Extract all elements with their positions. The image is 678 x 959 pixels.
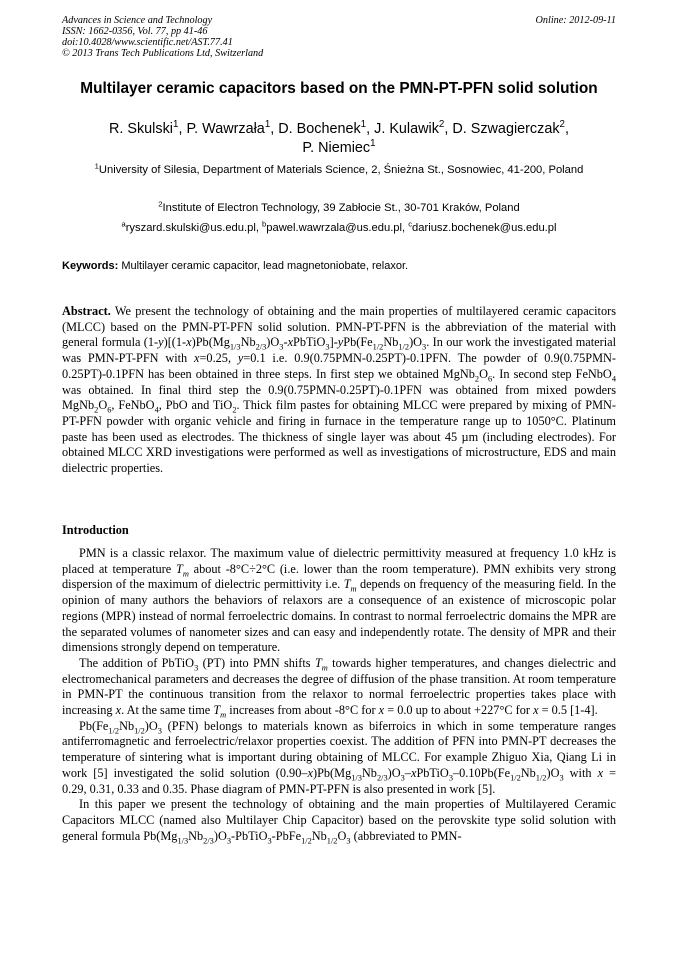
affil-mark: 1	[94, 161, 99, 171]
affil-mark: 2	[559, 119, 565, 131]
paper-title: Multilayer ceramic capacitors based on the PMN-PT-PFN solid solution	[80, 80, 598, 97]
author-name: D. Szwagierczak	[452, 121, 560, 137]
email-link[interactable]: pawel.wawrzala@us.edu.pl	[266, 222, 403, 234]
abstract-text: In second step	[499, 366, 572, 381]
abstract-text: was obtained. In final third step the 0.9(0.75PMN-0.25PT)-0.1PFN was obtained from mixed powders	[62, 382, 616, 397]
running-header	[62, 15, 616, 59]
issn-line: ISSN: 1662-0356, Vol. 77, pp 41-46	[62, 26, 208, 37]
email-mark: a	[121, 219, 126, 229]
email-mark: c	[408, 219, 413, 229]
affiliation-1	[62, 163, 616, 177]
keywords	[62, 260, 616, 272]
paragraph: In this paper we present the technology of obtaining and the main properties of Multilayered Ceramic Capacitors MLCC (named also Multilayer Chip Capacitor) based on the perovskite type solid solution with general formula $Pb(Mg_{1/3}Nb_{2/3})O_3-PbTiO_3-PbFe_{1/2}Nb_{1/2}O_3$ (abbreviated to PMN-	[62, 797, 616, 846]
affil-mark: 2	[158, 199, 163, 209]
abstract-text: In our work the investigated material was PMN-PT-PFN with	[62, 335, 616, 366]
author-name: P. Wawrzała	[186, 121, 265, 137]
abstract-text: Thick film pastes for obtaining MLCC were prepared by mixing of PMN-PT-PFN powder with organic vehicle and firing in furnace in the temperature range up to 1050°C. Platinum paste has been used as electrodes. The thickness of single layer was about 45 µm (including electrodes). For obtained MLCC XRD investigations were performed as well as investigations of microstructure, EDS and main dielectric properties.	[62, 398, 616, 476]
keywords-text: Multilayer ceramic capacitor, lead magnetoniobate, relaxor.	[121, 260, 409, 272]
copyright-line: © 2013 Trans Tech Publications Ltd, Switzerland	[62, 48, 264, 59]
author-name: D. Bochenek	[278, 121, 361, 137]
affil-mark: 2	[438, 119, 445, 131]
affiliation-text: University of Silesia, Department of Materials Science, 2, Śnieżna St., Sosnowiec, 41-200, Poland	[98, 164, 584, 176]
email-line: $^a$ryszard.skulski@us.edu.pl, $^b$pawel.wawrzala@us.edu.pl, $^c$dariusz.bochenek@us.edu.pl	[121, 219, 557, 234]
abstract-label: Abstract.	[62, 304, 111, 318]
paragraph: The addition of PbTiO$_3$ (PT) into PMN shifts $T_m$ towards higher temperatures, and changes dielectric and electromechanical parameters and decreases the degree of diffusion of the phase transition. At room temperature in PMN-PT the continuous transition from the relaxor to normal ferroelectric properties takes place with increasing x. At the same time $T_m$ increases from about -8°C for x = 0.0 up to about +227°C for x = 0.5 [1-4].	[62, 655, 616, 720]
doi-line[interactable]: doi:10.4028/www.scientific.net/AST.77.41	[62, 37, 233, 48]
abstract-text: i.e. 0.9(0.75PMN-0.25PT)-0.1PFN. The powder of 0.9(0.75PMN-0.25PT)-0.1PFN has been obtained in three steps. In first step we obtained	[62, 351, 616, 381]
keywords-label: Keywords:	[62, 260, 119, 272]
email-link[interactable]: ryszard.skulski@us.edu.pl	[125, 222, 256, 234]
affil-mark: 1	[360, 119, 367, 131]
email-link[interactable]: dariusz.bochenek@us.edu.pl	[412, 222, 557, 234]
affiliation-text: Institute of Electron Technology, 39 Zabłocie St., 30-701 Kraków, Poland	[162, 202, 520, 214]
affiliation-2	[62, 201, 616, 215]
online-date: Online: 2012-09-11	[535, 15, 616, 26]
paragraph: $Pb(Fe_{1/2}Nb_{1/2})O_3$ (PFN) belongs to materials known as biferroics in which in some temperature ranges antiferromagnetic and ferroelectric/relaxor properties coexist. The addition of PFN into PMN-PT decreases the temperature of sintering what is important during obtaining of MLCC. For example Zhiguo Xia, Qiang Li in work [5] investigated the solid solution $(0.90-x)Pb(Mg_{1/3}Nb_{2/3})O_3-xPbTiO_3-0.10Pb(Fe_{1/2}Nb_{1/2})O_3$ with x = 0.29, 0.31, 0.33 and 0.35. Phase diagram of PMN-PT-PFN is also presented in work [5].	[62, 718, 617, 796]
abstract: Abstract. We present the technology of obtaining and the main properties of multilayered ceramic capacitors (MLCC) based on the PMN-PT-PFN solid solution. PMN-PT-PFN is the abbreviation of the material with general formula $(1-y)[(1-x)Pb(Mg_{1/3}Nb_{2/3})O_3-xPbTiO_3]-yPb(Fe_{1/2}Nb_{1/2})O_3$. In our work the investigated material was PMN-PT-PFN with x=0.25, y=0.1 i.e. 0.9(0.75PMN-0.25PT)-0.1PFN. The powder of 0.9(0.75PMN-0.25PT)-0.1PFN has been obtained in three steps. In first step we obtained $MgNb_2O_6$. In second step FeNbO$_4$ was obtained. In final third step the 0.9(0.75PMN-0.25PT)-0.1PFN was obtained from mixed powders $MgNb_2O_6$, FeNbO$_4$, PbO and TiO$_2$. Thick film pastes for obtaining MLCC were prepared by mixing of PMN-PT-PFN powder with organic vehicle and firing in furnace in the temperature range up to 1050°C. Platinum paste has been used as electrodes. The thickness of single layer was about 45 µm (including electrodes). For obtained MLCC XRD investigations were performed as well as investigations of microstructure, EDS and main dielectric properties.	[62, 304, 616, 476]
author-name: J. Kulawik	[374, 121, 439, 137]
email-mark: b	[262, 219, 267, 229]
paragraph: PMN is a classic relaxor. The maximum value of dielectric permittivity measured at frequency 1.0 kHz is placed at temperature $T_m$ about -8°C÷2°C (i.e. lower than the room temperature). PMN exhibits very strong dispersion of the maximum of dielectric permittivity i.e. $T_m$ depends on frequency of the measuring field. In the opinion of many authors the behaviors of relaxors are a consequence of an existence of microscopic polar regions (MPR) instead of normal ferroelectric domains. In contrast to normal ferroelectric domains the MPR are the separated volumes of nanometer sizes and can easy and independently rotate. The density of MPR and their dimensions strongly depend on temperature.	[62, 546, 617, 655]
section-heading-introduction: Introduction	[62, 523, 129, 537]
author-name: P. Niemiec	[302, 140, 371, 156]
affil-mark: 1	[264, 119, 271, 131]
author-name: R. Skulski	[109, 121, 173, 137]
affil-mark: 1	[172, 119, 179, 131]
introduction-body	[62, 546, 616, 844]
journal-name: Advances in Science and Technology	[62, 15, 213, 26]
abstract-text: We present the technology of obtaining and the main properties of multilayered ceramic capacitors (MLCC) based on the PMN-PT-PFN solid solution. PMN-PT-PFN is the abbreviation of the material with general formula (1-	[62, 304, 616, 350]
affil-mark: 1	[370, 138, 376, 150]
author-list: R. Skulski$^1$, P. Wawrzała$^1$, D. Bochenek$^1$, J. Kulawik$^2$, D. Szwagierczak$^2$, P. Niemiec$^1$	[109, 119, 569, 156]
